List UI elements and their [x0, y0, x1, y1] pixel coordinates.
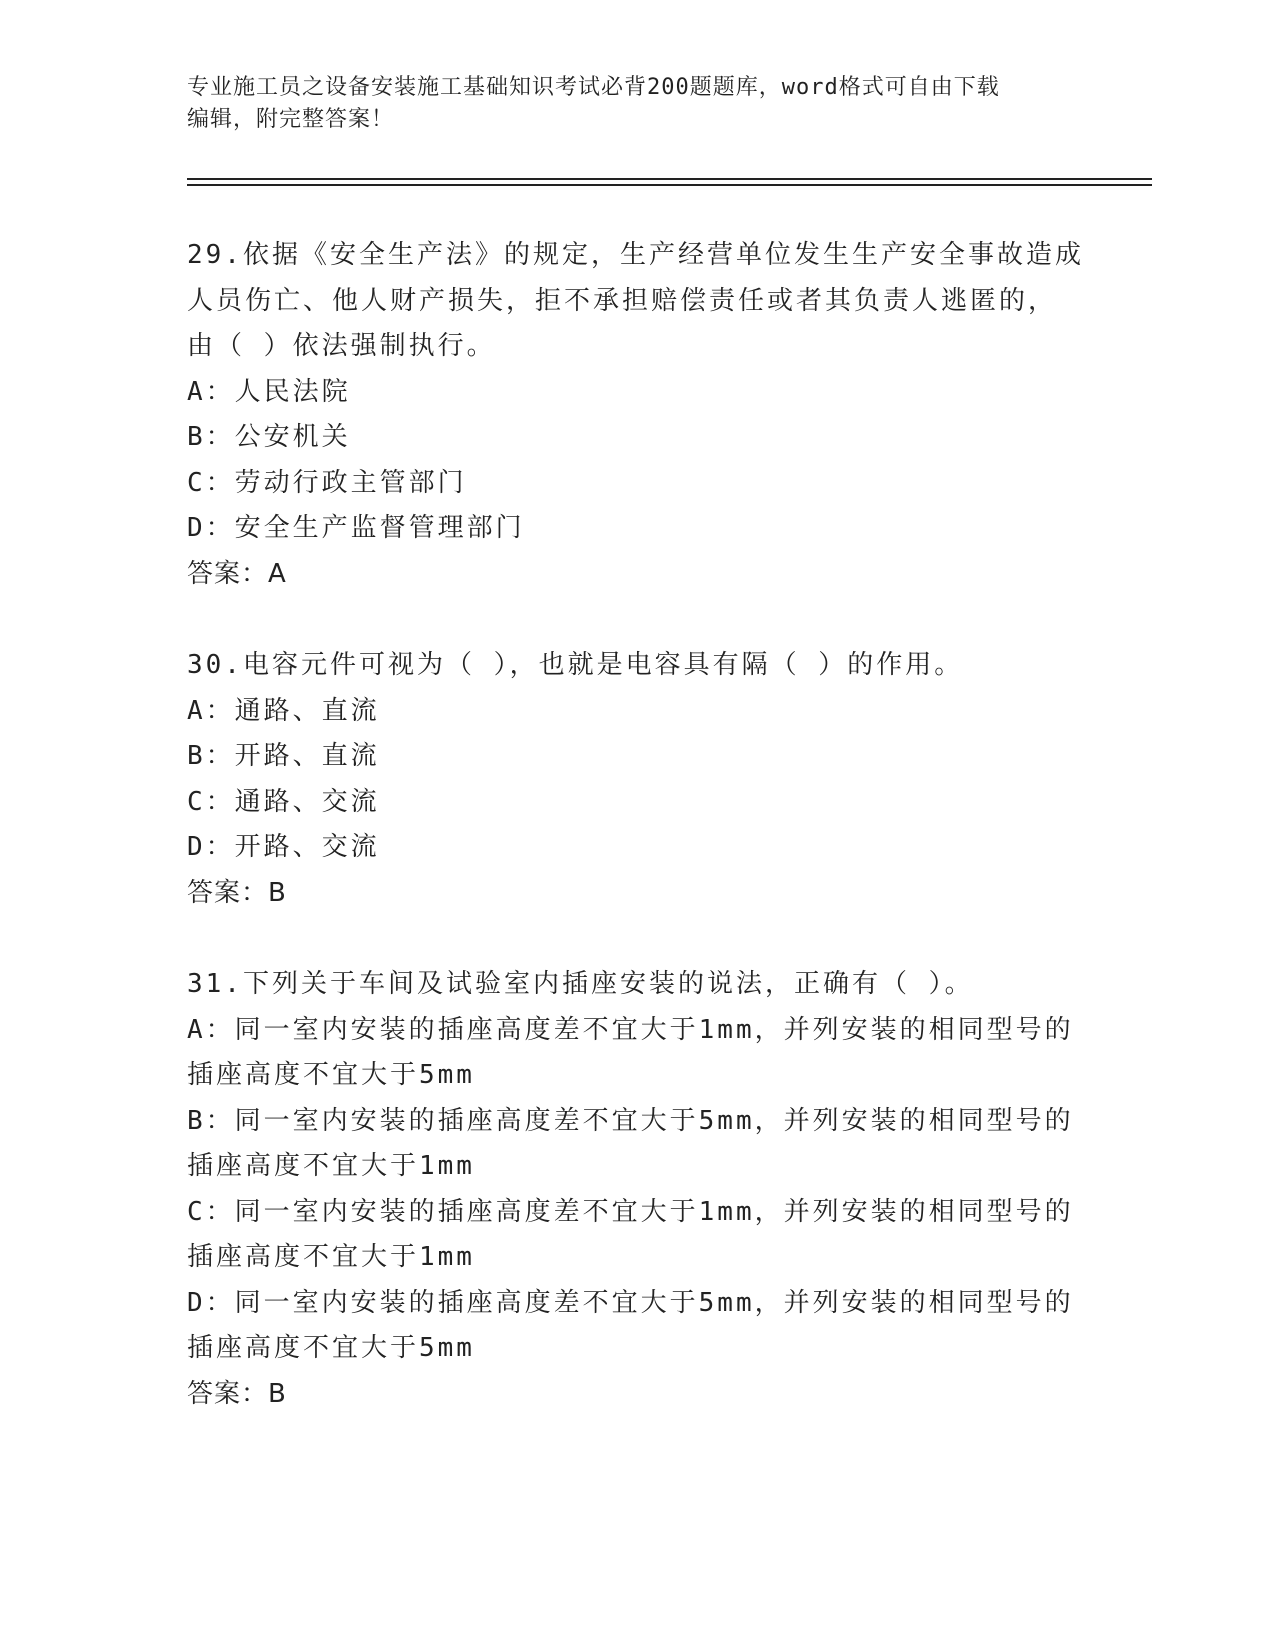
option-d: D：安全生产监督管理部门 [187, 513, 525, 543]
header-line-1: 专业施工员之设备安装施工基础知识考试必背200题题库，word格式可自由下载 [187, 75, 1000, 100]
question-stem-line: 由（ ）依法强制执行。 [187, 331, 496, 361]
option-a: A：人民法院 [187, 376, 351, 407]
header-divider-bottom [187, 184, 1152, 186]
question-30 [187, 643, 1087, 916]
option-c: C：同一室内安装的插座高度差不宜大于1mm，并列安装的相同型号的 [187, 1196, 1074, 1227]
document-header [187, 72, 1087, 136]
option-c: C：劳动行政主管部门 [187, 467, 467, 498]
question-stem-line: 29.依据《安全生产法》的规定，生产经营单位发生生产安全事故造成 [187, 240, 1084, 270]
option-d-continued: 插座高度不宜大于5mm [187, 1333, 475, 1363]
option-b: B：同一室内安装的插座高度差不宜大于5mm，并列安装的相同型号的 [187, 1105, 1074, 1136]
option-b: B：公安机关 [187, 422, 351, 452]
answer: 答案：B [187, 1378, 287, 1409]
option-a: A：通路、直流 [187, 695, 380, 726]
option-d: D：开路、交流 [187, 832, 380, 862]
question-31 [187, 962, 1087, 1417]
option-a: A：同一室内安装的插座高度差不宜大于1mm，并列安装的相同型号的 [187, 1014, 1074, 1045]
option-c-continued: 插座高度不宜大于1mm [187, 1242, 475, 1272]
answer: 答案：B [187, 877, 287, 908]
question-29 [187, 233, 1087, 597]
question-stem-line: 30.电容元件可视为（ ），也就是电容具有隔（ ）的作用。 [187, 650, 964, 680]
option-b-continued: 插座高度不宜大于1mm [187, 1151, 475, 1181]
option-d: D：同一室内安装的插座高度差不宜大于5mm，并列安装的相同型号的 [187, 1287, 1074, 1318]
header-divider-top [187, 178, 1152, 180]
header-line-2: 编辑，附完整答案！ [187, 107, 395, 132]
question-stem-line: 31.下列关于车间及试验室内插座安装的说法，正确有（ ）。 [187, 969, 974, 999]
option-b: B：开路、直流 [187, 741, 380, 771]
answer: 答案：A [187, 558, 287, 589]
option-c: C：通路、交流 [187, 786, 380, 817]
option-a-continued: 插座高度不宜大于5mm [187, 1060, 475, 1090]
question-stem-line: 人员伤亡、他人财产损失，拒不承担赔偿责任或者其负责人逃匿的， [187, 285, 1058, 316]
